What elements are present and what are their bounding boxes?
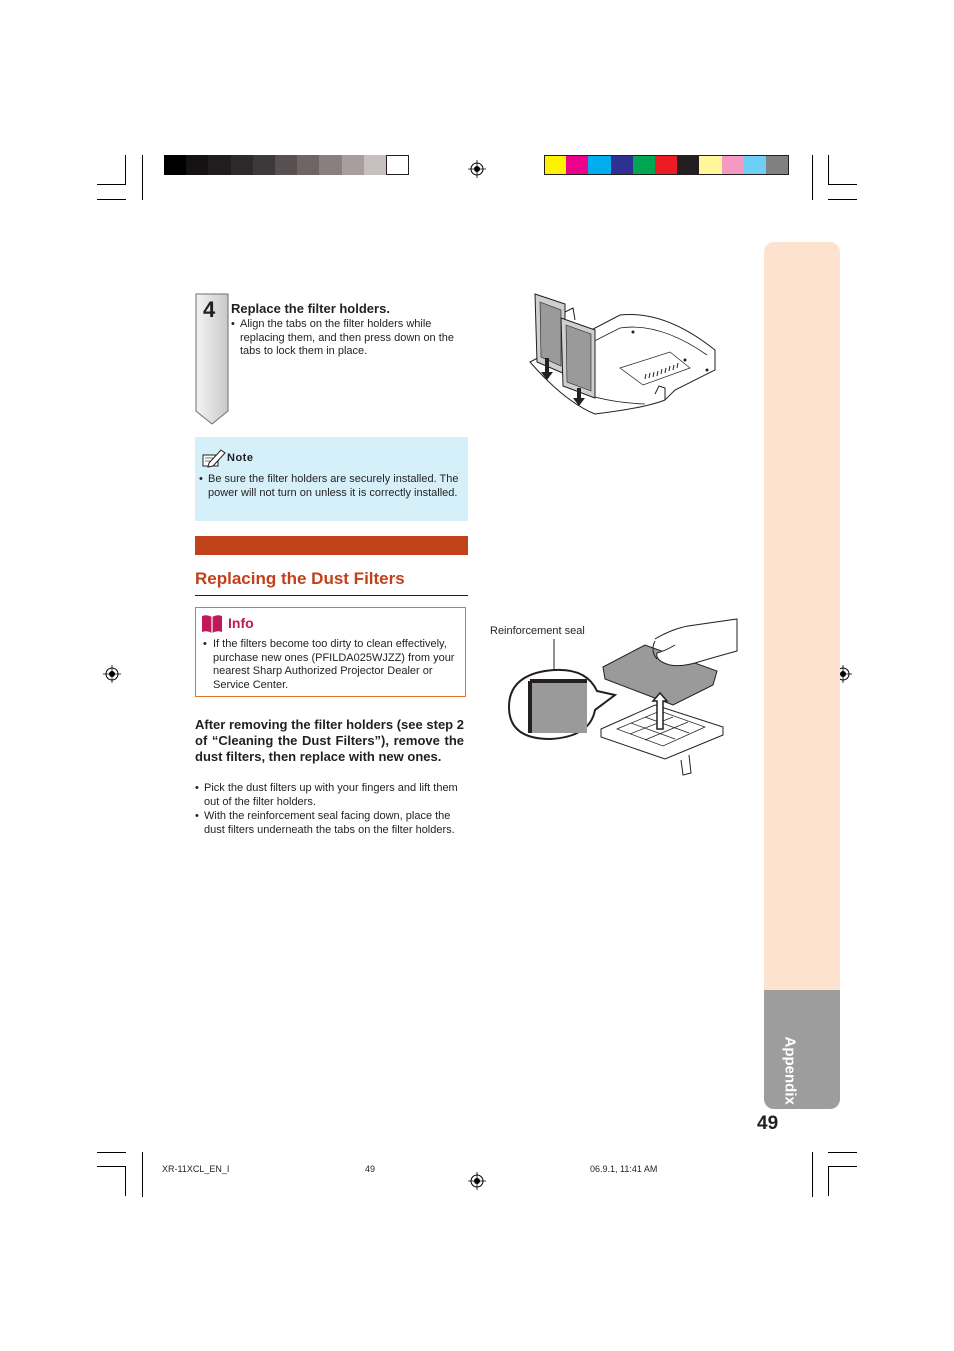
color-swatch [386, 155, 409, 175]
color-swatch [186, 155, 209, 175]
note-scalloped-edge [195, 434, 468, 442]
note-label: Note [227, 452, 254, 464]
reinforcement-seal-label: Reinforcement seal [490, 625, 585, 637]
footer-page: 49 [365, 1164, 376, 1174]
sidebar-background [764, 242, 840, 990]
instruction-heading: After removing the filter holders (see step 2 of “Cleaning the Dust Filters”), remove the dust filters, then replace with new ones. [195, 717, 464, 764]
section-title: Replacing the Dust Filters [195, 569, 405, 588]
list-item: • With the reinforcement seal facing down, place the dust filters underneath the tabs on the filter holders. [195, 810, 463, 837]
color-swatch [164, 155, 187, 175]
info-bullet-list [203, 638, 463, 692]
registration-mark-icon [468, 1172, 486, 1190]
section-divider [195, 595, 468, 596]
color-swatch [231, 155, 254, 175]
instruction-bullet-list [195, 782, 463, 837]
note-pencil-icon [201, 447, 227, 469]
color-bar-frame [544, 155, 789, 175]
info-label: Info [228, 615, 254, 631]
step-bullet-list [231, 318, 463, 359]
filter-holder-illustration [525, 290, 725, 418]
step-title: Replace the filter holders. [231, 301, 390, 316]
list-item: • If the filters become too dirty to clean effectively, purchase new ones (PFILDA025WJZZ) from your nearest Sharp Authorized Projector Dealer or Service Center. [203, 638, 463, 692]
registration-mark-icon [103, 665, 121, 683]
color-swatch [342, 155, 365, 175]
list-item: • Pick the dust filters up with your fingers and lift them out of the filter holders. [195, 782, 463, 809]
color-swatch [364, 155, 387, 175]
color-swatch [253, 155, 276, 175]
color-swatch [297, 155, 320, 175]
color-swatch [208, 155, 231, 175]
appendix-tab[interactable] [764, 990, 840, 1109]
note-bullet-list [199, 473, 461, 500]
info-book-icon [201, 614, 223, 634]
registration-mark-icon [468, 160, 486, 178]
list-item: • Align the tabs on the filter holders while replacing them, and then press down on the tabs to lock them in place. [231, 318, 463, 359]
appendix-tab-label: Appendix [781, 1036, 799, 1105]
section-header-bar [195, 536, 468, 555]
list-item: • Be sure the filter holders are securely installed. The power will not turn on unless it is correctly installed. [199, 473, 461, 500]
page-number: 49 [757, 1113, 779, 1134]
dust-filter-illustration [505, 615, 745, 780]
color-swatch [275, 155, 298, 175]
footer-filename: XR-11XCL_EN_I [162, 1164, 230, 1174]
step-number: 4 [203, 297, 216, 322]
footer-timestamp: 06.9.1, 11:41 AM [590, 1164, 658, 1174]
color-swatch [319, 155, 342, 175]
